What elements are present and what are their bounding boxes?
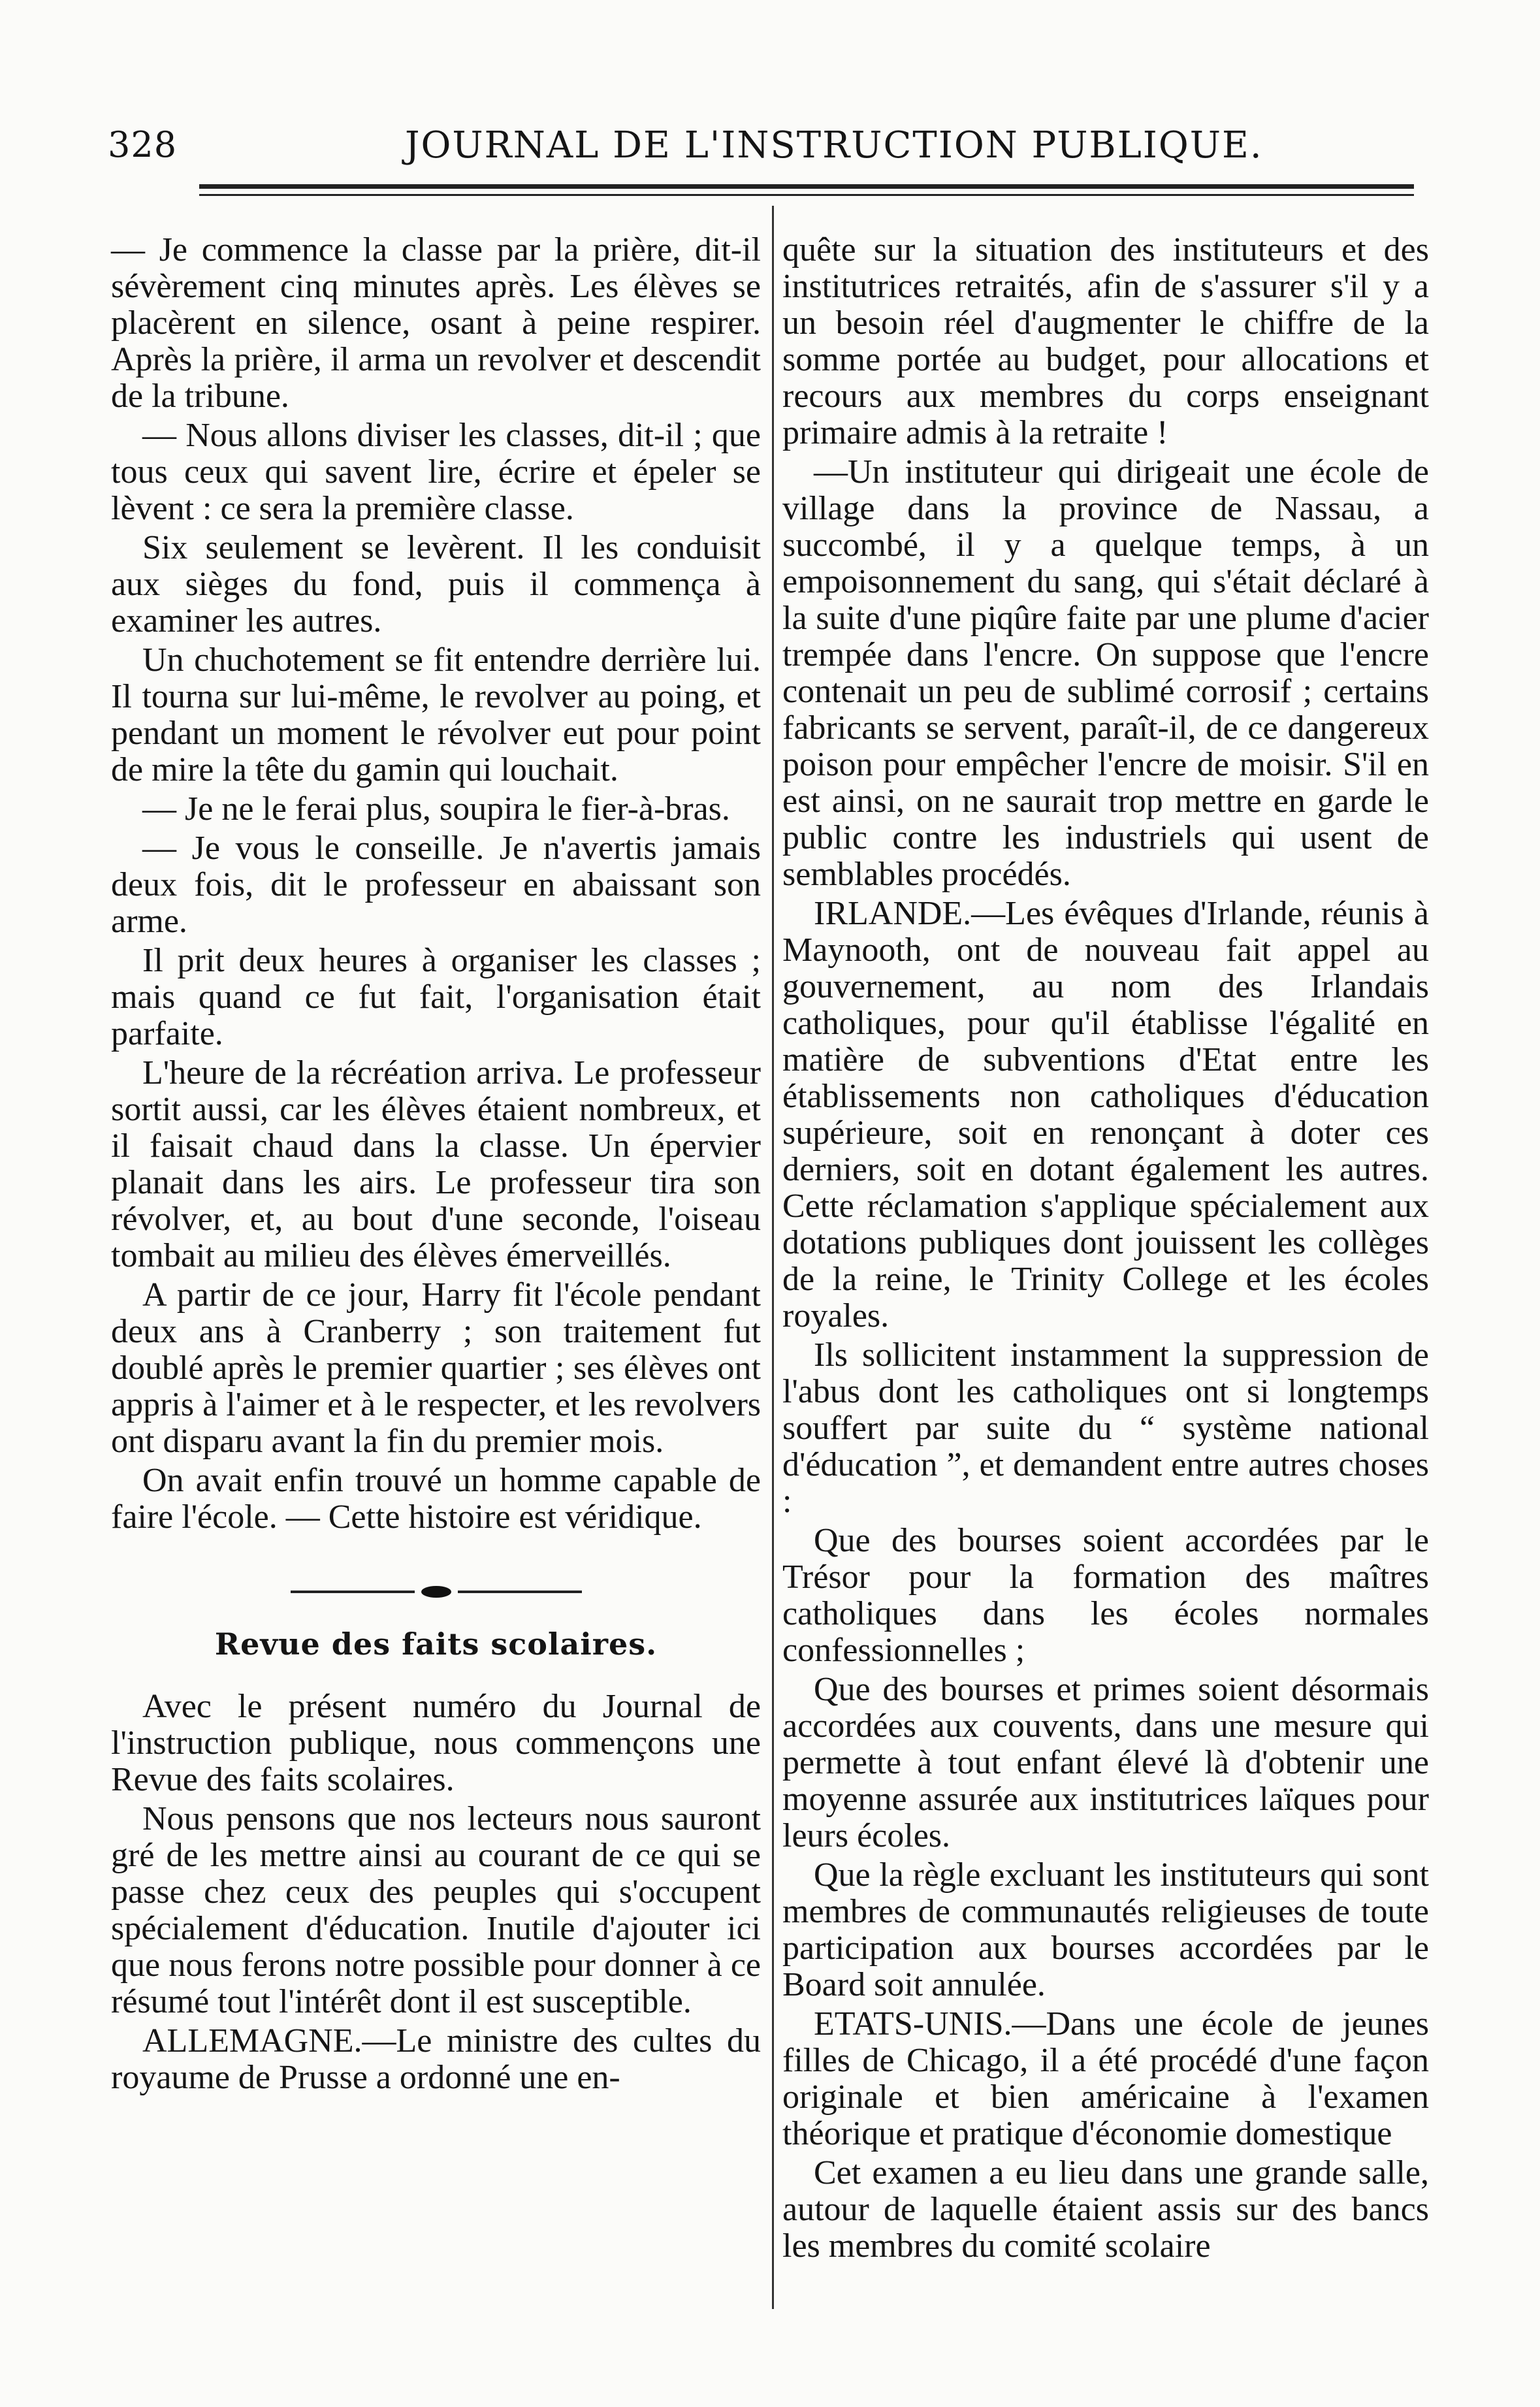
paragraph: Que des bourses et primes soient désormais accordées aux couvents, dans une mesure qui permette à tout enfant élevé là d'obtenir une moyenne assurée aux institutrices laïques pour leurs écoles. (782, 1671, 1429, 1854)
paragraph: — Je ne le ferai plus, soupira le fier-à-bras. (142, 790, 730, 828)
running-title: JOURNAL DE L'INSTRUCTION PUBLIQUE. (405, 124, 1263, 167)
paragraph: Nous pensons que nos lecteurs nous sauront gré de les mettre ainsi au courant de ce qui se passe chez ceux des peuples qui s'occupent spécialement d'éducation. Inutile d'ajouter ici que nous ferons notre possible pour donner à ce résumé tout l'intérêt dont il est susceptible. (111, 1800, 761, 2020)
paragraph: quête sur la situation des instituteurs et des institutrices retraités, afin de s'assurer s'il y a un besoin réel d'augmenter le chiffre de la somme portée au budget, pour allocations et recours aux membres du corps enseignant primaire admis à la retraite ! (782, 231, 1429, 451)
paragraph: — Je commence la classe par la prière, dit-il sévèrement cinq minutes après. Les élèves se placèrent en silence, osant à peine respirer. Après la prière, il arma un revolver et descendit de la tribune. (111, 231, 761, 415)
paragraph: Avec le présent numéro du Journal de l'instruction publique, nous commençons une Revue des faits scolaires. (111, 1688, 761, 1798)
header-rule (199, 184, 1414, 189)
page-header (98, 105, 1385, 176)
paragraph: Un chuchotement se fit entendre derrière lui. Il tourna sur lui-même, le revolver au poing, et pendant un moment le révolver eut pour point de mire la tête du gamin qui louchait. (111, 641, 761, 788)
paragraph: —Un instituteur qui dirigeait une école de village dans la province de Nassau, a succombé, il y a quelque temps, à un empoisonnement du sang, qui s'était déclaré à la suite d'une piqûre faite par une plume d'acier trempée dans l'encre. On suppose que l'encre contenait un peu de sublimé corrosif ; certains fabricants se servent, paraît-il, de ce dangereux poison pour empêcher l'encre de moisir. S'il en est ainsi, on ne saurait trop mettre en garde le public contre les industriels qui usent de semblables procédés. (782, 453, 1429, 893)
page-number: 328 (108, 124, 178, 165)
paragraph: Ils sollicitent instamment la suppression de l'abus dont les catholiques ont si longtemps souffert par suite du “ système national d'éducation ”, et demandent entre autres choses : (782, 1336, 1429, 1520)
paragraph: — Je vous le conseille. Je n'avertis jamais deux fois, dit le professeur en abaissant son arme. (111, 830, 761, 940)
section-title: Revue des faits scolaires. (214, 1626, 658, 1662)
left-column (111, 232, 761, 2099)
section-ornament (111, 1571, 761, 1597)
paragraph: IRLANDE.—Les évêques d'Irlande, réunis à Maynooth, ont de nouveau fait appel au gouvernement, au nom des Irlandais catholiques, pour qu'il établisse l'égalité en matière de subventions d'Etat entre les établissements non catholiques d'éducation supérieure, soit en renonçant à doter ces derniers, soit en dotant également les autres. Cette réclamation s'applique spécialement aux dotations publiques dont jouissent les collèges de la reine, le Trinity College et les écoles royales. (782, 895, 1429, 1334)
paragraph: On avait enfin trouvé un homme capable de faire l'école. — Cette histoire est véridique. (111, 1462, 761, 1536)
right-column (782, 232, 1429, 2267)
header-rule-thin (199, 194, 1414, 196)
paragraph: Que la règle excluant les instituteurs qui sont membres de communautés religieuses de toute participation aux bourses accordées par le Board soit annulée. (782, 1856, 1429, 2003)
paragraph: A partir de ce jour, Harry fit l'école pendant deux ans à Cranberry ; son traitement fut doublé après le premier quartier ; ses élèves ont appris à l'aimer et à le respecter, et les revolvers ont disparu avant la fin du premier mois. (111, 1276, 761, 1460)
paragraph: — Nous allons diviser les classes, dit-il ; que tous ceux qui savent lire, écrire et épeler se lèvent : ce sera la première classe. (111, 417, 761, 527)
paragraph: Que des bourses soient accordées par le Trésor pour la formation des maîtres catholiques dans les écoles normales confessionnelles ; (782, 1522, 1429, 1669)
paragraph: Il prit deux heures à organiser les classes ; mais quand ce fut fait, l'organisation était parfaite. (111, 942, 761, 1052)
paragraph: Cet examen a eu lieu dans une grande salle, autour de laquelle étaient assis sur des bancs les membres du comité scolaire (782, 2154, 1429, 2265)
paragraph: L'heure de la récréation arriva. Le professeur sortit aussi, car les élèves étaient nombreux, et il faisait chaud dans la classe. Un épervier planait dans les airs. Le professeur tira son révolver, et, au bout d'une seconde, l'oiseau tombait au milieu des élèves émerveillés. (111, 1054, 761, 1274)
paragraph: ETATS-UNIS.—Dans une école de jeunes filles de Chicago, il a été procédé d'une façon originale et bien américaine à l'examen théorique et pratique d'économie domestique (782, 2005, 1429, 2152)
column-divider (772, 206, 774, 2309)
paragraph: Six seulement se levèrent. Il les conduisit aux sièges du fond, puis il commença à examiner les autres. (111, 529, 761, 639)
paragraph: ALLEMAGNE.—Le ministre des cultes du royaume de Prusse a ordonné une en- (111, 2022, 761, 2096)
